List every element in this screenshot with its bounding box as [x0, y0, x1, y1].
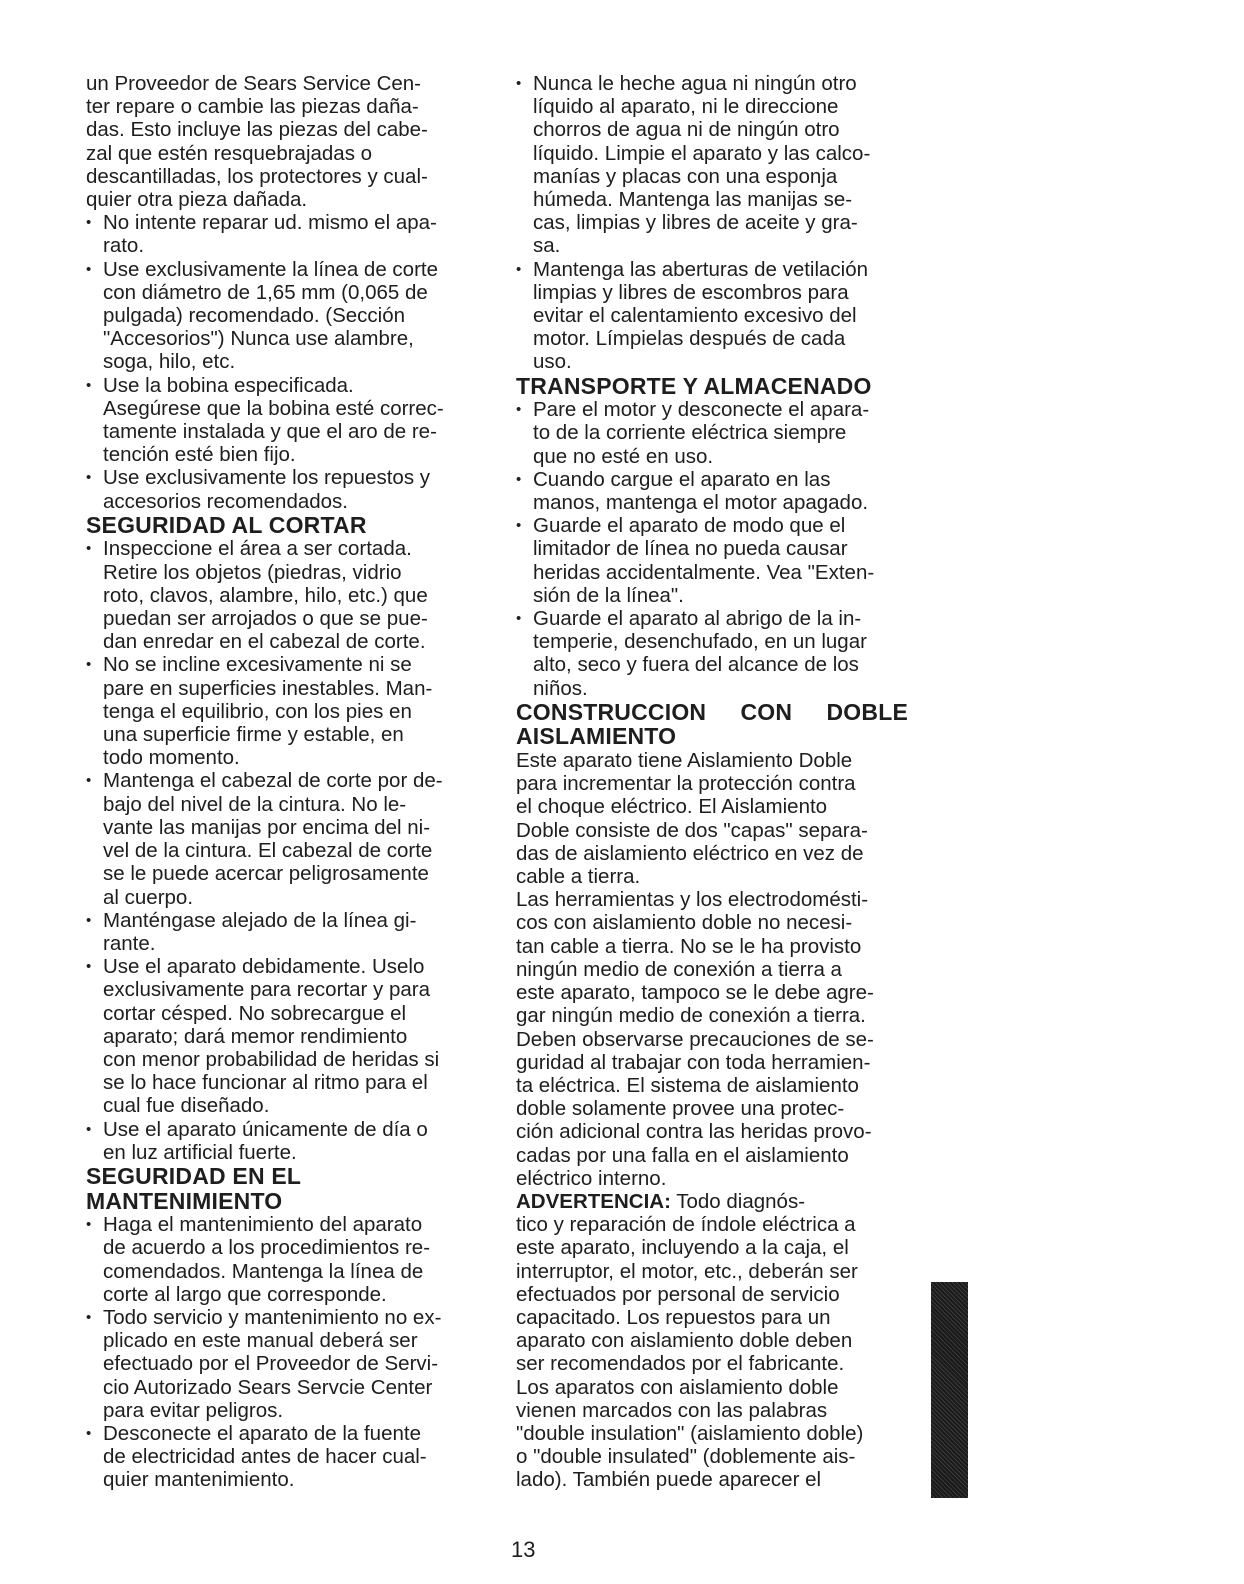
text-line: rato.	[103, 234, 145, 258]
text-line: gar ningún medio de conexión a tierra.	[516, 1004, 866, 1028]
text-line: manías y placas con una esponja	[533, 164, 838, 188]
text-line: puedan ser arrojados o que se pue-	[103, 607, 428, 631]
text-line: temperie, desenchufado, en un lugar	[533, 630, 867, 654]
text-line: cio Autorizado Sears Servcie Center	[103, 1375, 433, 1399]
text-line: • Use la bobina especificada.	[103, 373, 354, 397]
text-line: limitador de línea no pueda causar	[533, 537, 848, 561]
list-item	[86, 211, 488, 257]
list-item	[86, 466, 488, 512]
text-line: líquido al aparato, ni le direccione	[533, 95, 839, 119]
text-line: • Desconecte el aparato de la fuente	[103, 1421, 421, 1445]
text-line: sa.	[533, 234, 561, 258]
text-line: vienen marcados con las palabras	[516, 1398, 828, 1422]
intro-paragraph	[86, 72, 488, 211]
text-line: ción adicional contra las heridas provo-	[516, 1120, 872, 1144]
heading-word: CONSTRUCCION	[516, 698, 707, 725]
right-column	[516, 72, 914, 1492]
text-line: tico y reparación de índole eléctrica a	[516, 1213, 856, 1237]
section-heading-aislamiento: AISLAMIENTO	[516, 723, 677, 750]
list-item	[86, 1118, 488, 1164]
list-item	[516, 468, 914, 514]
text-line: interruptor, el motor, etc., deberán ser	[516, 1259, 858, 1283]
text-line: exclusivamente para recortar y para	[103, 978, 431, 1002]
text-line: corte al largo que corresponde.	[103, 1282, 387, 1306]
text-line: aparato con aislamiento doble deben	[516, 1329, 853, 1353]
text-line: cadas por una falla en el aislamiento	[516, 1143, 849, 1167]
text-line: niños.	[533, 676, 588, 700]
list-item	[86, 1306, 488, 1422]
text-line: manos, mantenga el motor apagado.	[533, 491, 869, 515]
text-line: Las herramientas y los electrodomésti-	[516, 888, 869, 912]
text-line: de acuerdo a los procedimientos re-	[103, 1236, 431, 1260]
text-line: rante.	[103, 931, 156, 955]
text-line: ningún medio de conexión a tierra a	[516, 957, 842, 981]
text-line: este aparato, incluyendo a la caja, el	[516, 1236, 849, 1260]
text-line: efectuado por el Proveedor de Servi-	[103, 1352, 439, 1376]
text-line: • No se incline excesivamente ni se	[103, 653, 412, 677]
text-line: ter repare o cambie las piezas daña-	[86, 95, 419, 119]
section-heading-mantenimiento-2: MANTENIMIENTO	[86, 1187, 283, 1214]
left-column	[86, 72, 488, 1492]
text-line: lado). También puede aparecer el	[516, 1468, 822, 1492]
text-line: • Use exclusivamente la línea de corte	[103, 257, 439, 281]
text-line: to de la corriente eléctrica siempre	[533, 421, 847, 445]
list-item	[86, 374, 488, 467]
text-line: aparato; dará memor rendimiento	[103, 1024, 408, 1048]
paragraph-herramientas	[516, 888, 914, 1190]
text-line: comendados. Mantenga la línea de	[103, 1259, 424, 1283]
text-line: guridad al trabajar con toda herramien-	[516, 1050, 871, 1074]
text-line: vel de la cintura. El cabezal de corte	[103, 839, 433, 863]
text-line: Los aparatos con aislamiento doble	[516, 1375, 839, 1399]
list-item	[86, 909, 488, 955]
text-line: capacitado. Los repuestos para un	[516, 1305, 831, 1329]
bullet-list	[516, 398, 914, 700]
text-line: • Manténgase alejado de la línea gi-	[103, 908, 417, 932]
list-item	[86, 769, 488, 908]
warning-label: ADVERTENCIA:	[516, 1189, 671, 1213]
text-line: • Use exclusivamente los repuestos y	[103, 466, 431, 490]
text-line: das de aislamiento eléctrico en vez de	[516, 841, 864, 865]
text-line: para incrementar la protección contra	[516, 772, 856, 796]
text-line: Deben observarse precauciones de se-	[516, 1027, 874, 1051]
text-line: cable a tierra.	[516, 865, 641, 889]
list-item	[86, 653, 488, 769]
bullet-list	[86, 211, 488, 513]
text-line: ser recomendados por el fabricante.	[516, 1352, 845, 1376]
text-line: tenga el equilibrio, con los pies en	[103, 699, 412, 723]
text-line: heridas accidentalmente. Vea "Exten-	[533, 560, 875, 584]
text-line: tan cable a tierra. No se le ha provisto	[516, 934, 862, 958]
list-item	[516, 607, 914, 700]
list-item	[516, 72, 914, 258]
text-line: alto, seco y fuera del alcance de los	[533, 653, 859, 677]
text-line: cas, limpias y libres de aceite y gra-	[533, 211, 858, 235]
text-line: al cuerpo.	[103, 885, 194, 909]
text-line: Doble consiste de dos "capas" separa-	[516, 818, 868, 842]
text-line: eléctrico interno.	[516, 1166, 667, 1190]
text-line: para evitar peligros.	[103, 1398, 284, 1422]
text-line: accesorios recomendados.	[103, 489, 348, 513]
text-line: vante las manijas por encima del ni-	[103, 815, 431, 839]
paragraph-doble-aislamiento	[516, 749, 914, 888]
warning-text: Todo diagnós-	[670, 1189, 806, 1213]
text-line: chorros de agua ni de ningún otro	[533, 118, 840, 142]
text-line: o "double insulated" (doblemente ais-	[516, 1445, 856, 1469]
text-line: • Inspeccione el área a ser cortada.	[103, 537, 412, 561]
text-line: • Haga el mantenimiento del aparato	[103, 1213, 423, 1237]
text-line: el choque eléctrico. El Aislamiento	[516, 795, 828, 819]
section-heading-cortar: SEGURIDAD AL CORTAR	[86, 511, 367, 538]
text-line: ta eléctrica. El sistema de aislamiento	[516, 1073, 859, 1097]
section-heading-mantenimiento-1: SEGURIDAD EN EL	[86, 1162, 302, 1189]
text-line: • Cuando cargue el aparato en las	[533, 467, 831, 491]
text-line: pare en superficies inestables. Man-	[103, 676, 433, 700]
text-line: "Accesorios") Nunca use alambre,	[103, 327, 414, 351]
text-line: das. Esto incluye las piezas del cabe-	[86, 118, 428, 142]
text-line: soga, hilo, etc.	[103, 350, 236, 374]
list-item	[86, 537, 488, 653]
text-line: • No intente reparar ud. mismo el apa-	[103, 211, 437, 235]
text-line: • Guarde el aparato de modo que el	[533, 514, 846, 538]
text-line: húmeda. Mantenga las manijas se-	[533, 188, 853, 212]
text-line: plicado en este manual deberá ser	[103, 1329, 418, 1353]
text-line: este aparato, tampoco se le debe agre-	[516, 981, 874, 1005]
paragraph-advertencia	[516, 1213, 914, 1491]
list-item	[86, 1213, 488, 1306]
text-line: • Mantenga el cabezal de corte por de-	[103, 769, 443, 793]
text-line: • Mantenga las aberturas de vetilación	[533, 257, 869, 281]
heading-word: CON	[740, 698, 793, 725]
text-line: • Use el aparato debidamente. Uselo	[103, 955, 425, 979]
text-line: Asegúrese que la bobina esté correc-	[103, 396, 444, 420]
list-item	[516, 258, 914, 374]
text-line: de electricidad antes de hacer cual-	[103, 1445, 427, 1469]
page-number: 13	[511, 1537, 536, 1562]
text-line: uso.	[533, 350, 572, 374]
text-line: que no esté en uso.	[533, 444, 714, 468]
text-line: una superficie firme y estable, en	[103, 723, 404, 747]
text-line: evitar el calentamiento excesivo del	[533, 304, 857, 328]
text-line: cos con aislamiento doble no necesi-	[516, 911, 853, 935]
text-line: pulgada) recomendado. (Sección	[103, 304, 405, 328]
heading-word: DOBLE	[826, 698, 908, 725]
text-line: "double insulation" (aislamiento doble)	[516, 1421, 864, 1445]
text-line: • Guarde el aparato al abrigo de la in-	[533, 607, 862, 631]
text-line: tención esté bien fijo.	[103, 443, 296, 467]
text-line: descantilladas, los protectores y cual-	[86, 164, 428, 188]
text-line: roto, clavos, alambre, hilo, etc.) que	[103, 583, 428, 607]
bullet-list	[516, 72, 914, 374]
text-line: doble solamente provee una protec-	[516, 1097, 845, 1121]
text-line: se lo hace funcionar al ritmo para el	[103, 1071, 428, 1095]
text-line: efectuados por personal de servicio	[516, 1282, 840, 1306]
list-item	[86, 258, 488, 374]
text-line: motor. Límpielas después de cada	[533, 327, 846, 351]
text-line: líquido. Limpie el aparato y las calco-	[533, 141, 871, 165]
text-line: cortar césped. No sobrecargue el	[103, 1001, 407, 1025]
text-line: quier otra pieza dañada.	[86, 188, 308, 212]
text-line: sión de la línea".	[533, 583, 684, 607]
text-line: Este aparato tiene Aislamiento Doble	[516, 749, 853, 773]
section-edge-tab	[931, 1282, 968, 1498]
text-line: quier mantenimiento.	[103, 1468, 295, 1492]
bullet-list	[86, 537, 488, 1163]
warning-first-line	[516, 1190, 914, 1213]
text-line: en luz artificial fuerte.	[103, 1140, 297, 1164]
text-line: dan enredar en el cabezal de corte.	[103, 630, 426, 654]
text-line: bajo del nivel de la cintura. No le-	[103, 792, 407, 816]
text-line: • Pare el motor y desconecte el apara-	[533, 398, 870, 422]
text-line: • Use el aparato únicamente de día o	[103, 1117, 428, 1141]
text-line: limpias y libres de escombros para	[533, 280, 849, 304]
text-line: zal que estén resquebrajadas o	[86, 141, 373, 165]
text-line: se le puede acercar peligrosamente	[103, 862, 429, 886]
text-line: tamente instalada y que el aro de re-	[103, 420, 437, 444]
list-item	[86, 955, 488, 1117]
text-line: cual fue diseñado.	[103, 1094, 270, 1118]
text-line: Retire los objetos (piedras, vidrio	[103, 560, 402, 584]
section-heading-construccion	[516, 700, 908, 725]
list-item	[516, 398, 914, 468]
text-line: con diámetro de 1,65 mm (0,065 de	[103, 280, 428, 304]
bullet-list	[86, 1213, 488, 1491]
text-line: • Nunca le heche agua ni ningún otro	[533, 72, 857, 95]
text-line: todo momento.	[103, 746, 240, 770]
text-line: • Todo servicio y mantenimiento no ex-	[103, 1305, 442, 1329]
section-heading-transporte: TRANSPORTE Y ALMACENADO	[516, 372, 872, 399]
text-line: un Proveedor de Sears Service Cen-	[86, 72, 422, 95]
text-line: con menor probabilidad de heridas si	[103, 1047, 440, 1071]
list-item	[86, 1422, 488, 1492]
list-item	[516, 514, 914, 607]
